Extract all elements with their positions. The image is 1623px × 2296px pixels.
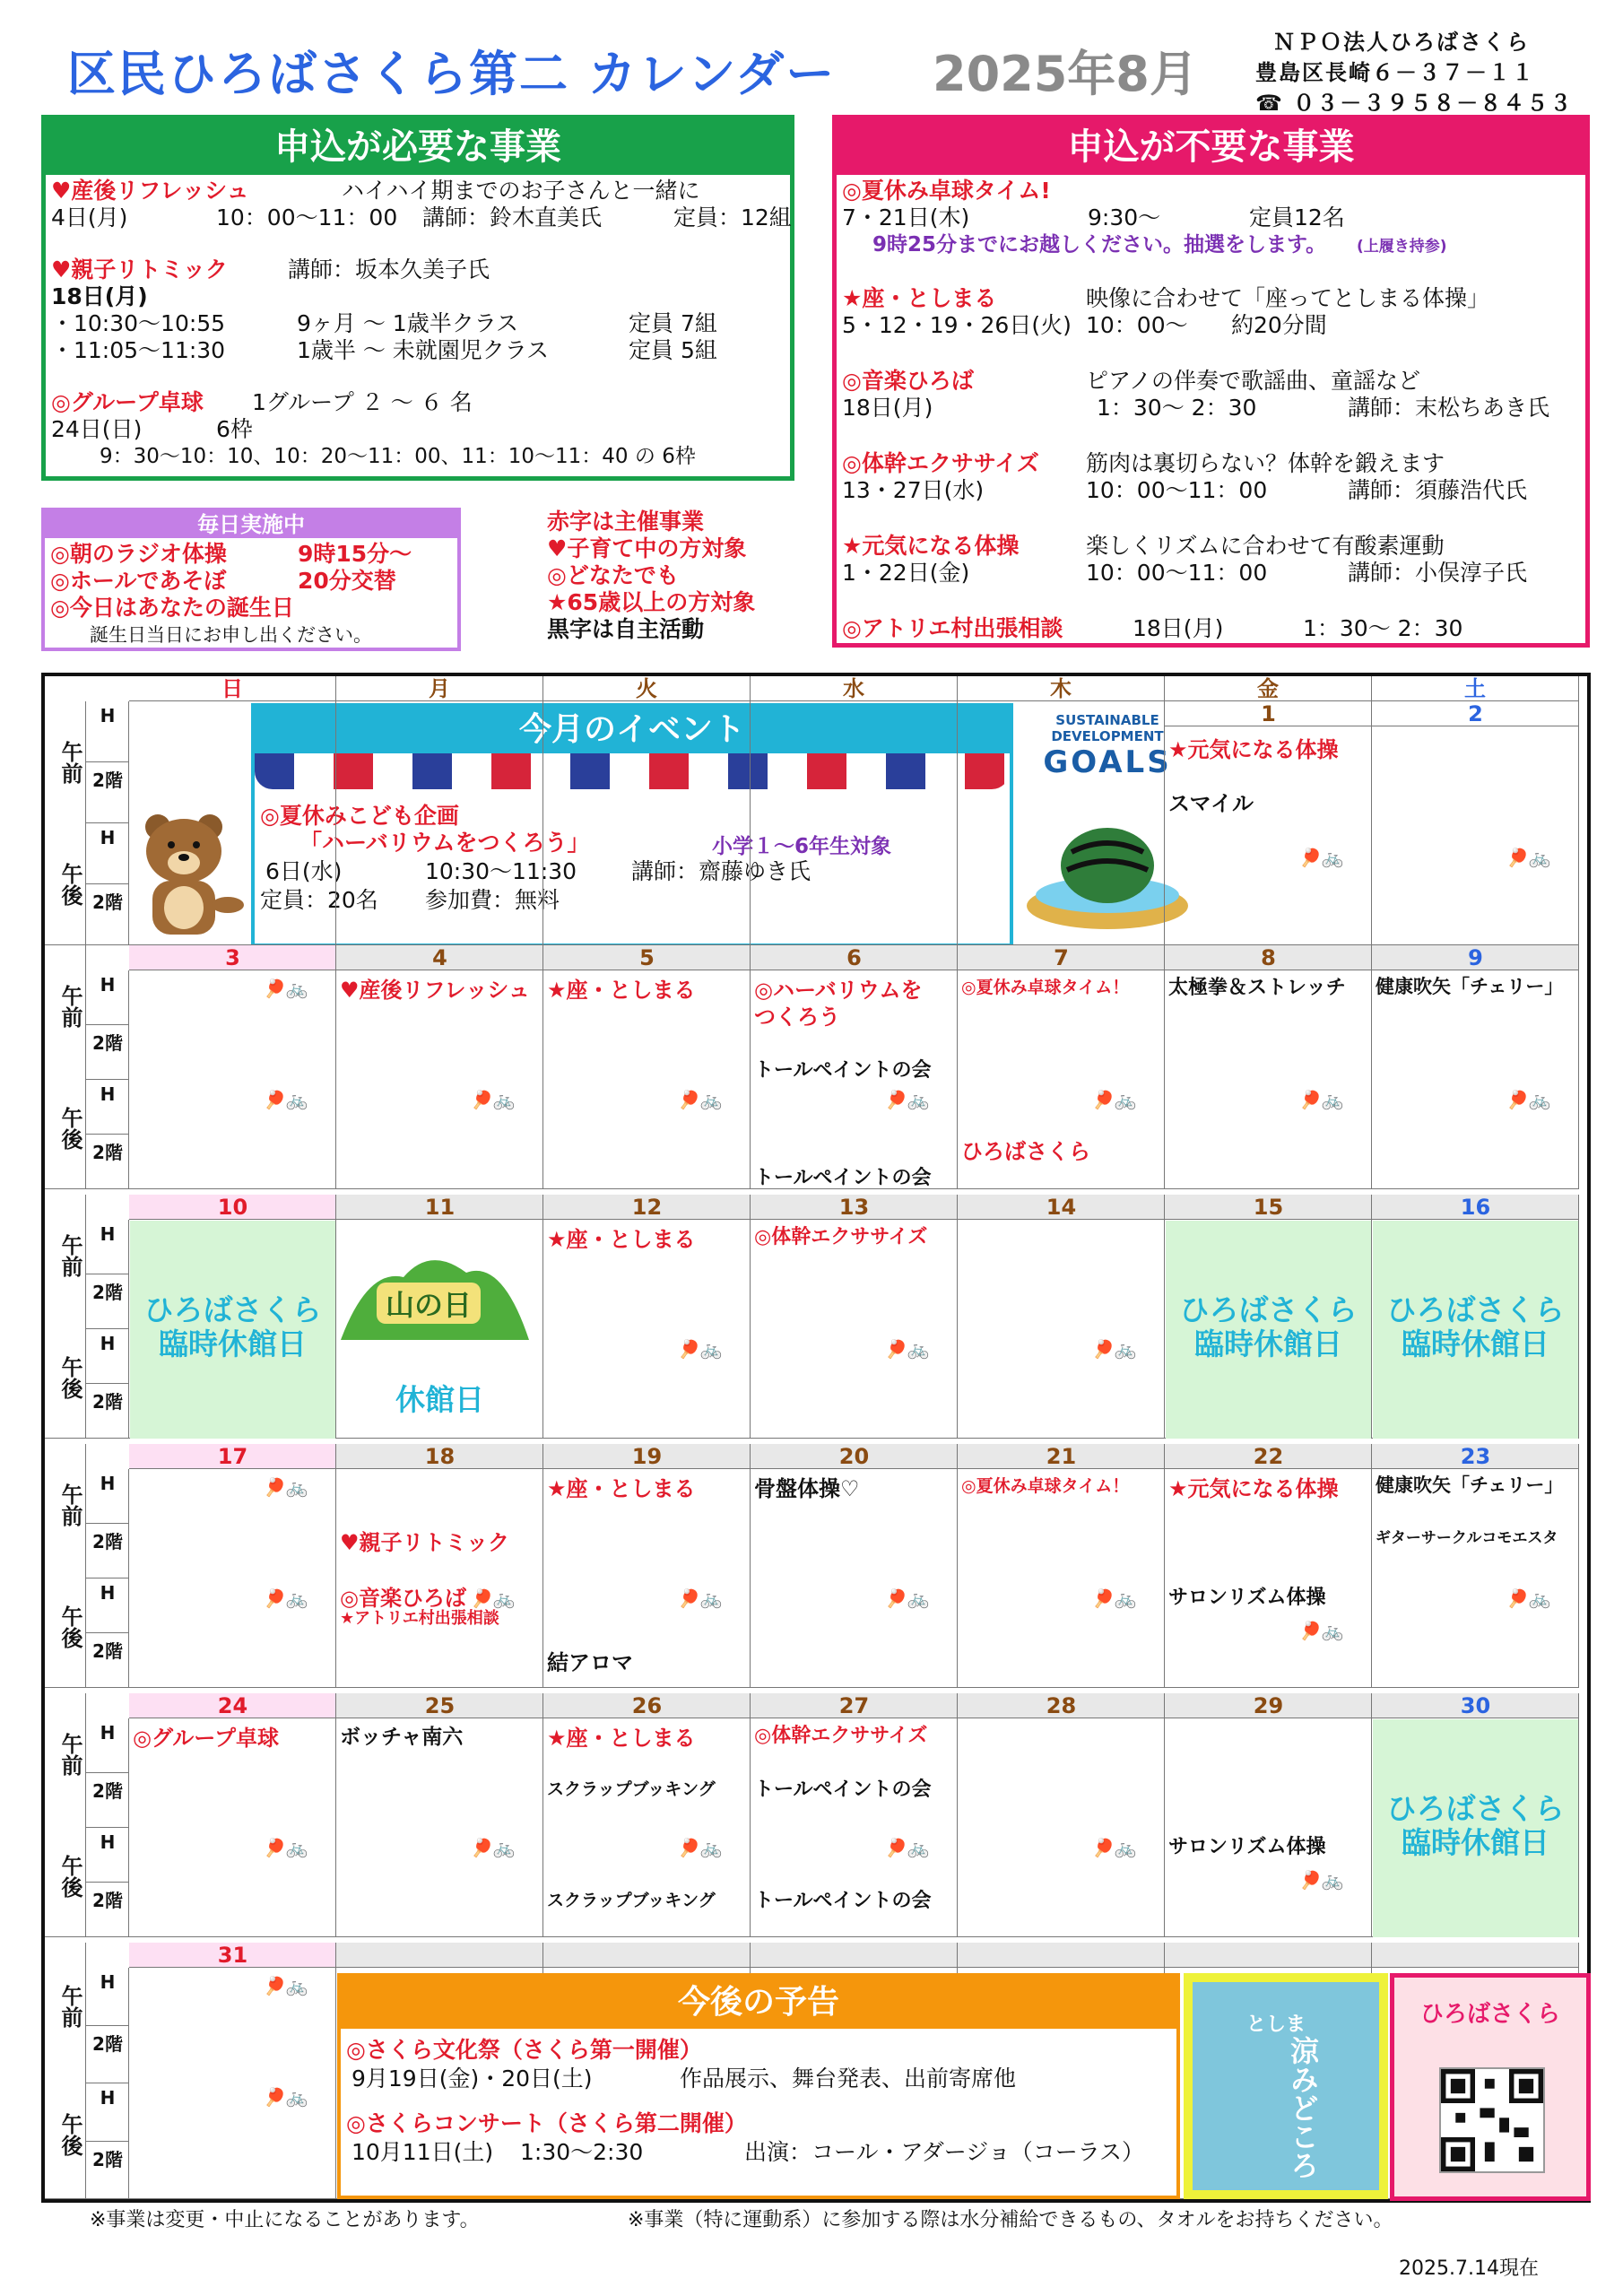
- event-fee: 参加費：無料: [425, 887, 560, 913]
- am-label: 午前: [57, 741, 82, 784]
- event-item: ◎音楽ひろば: [340, 1586, 466, 1611]
- program-teacher: 講師：坂本久美子氏: [288, 257, 490, 283]
- program-note: 映像に合わせて「座ってとしまる体操」: [1086, 285, 1490, 311]
- event-item: トールペイントの会: [754, 1779, 932, 1801]
- floor-label: 2階: [92, 1282, 123, 1303]
- pm-label: 午後: [57, 1107, 82, 1150]
- pingpong-bicycle-icon: 🏓🚲: [1299, 1089, 1344, 1110]
- day-cell[interactable]: [751, 1220, 958, 1439]
- date-number: 16: [1460, 1195, 1491, 1220]
- date-number: 10: [217, 1195, 248, 1220]
- floor-label: H: [100, 1831, 116, 1853]
- day-cell[interactable]: [336, 1718, 543, 1937]
- floor-label: H: [100, 1722, 116, 1744]
- event-item: ★元気になる体操: [1168, 1476, 1339, 1501]
- pingpong-bicycle-icon: 🏓🚲: [1506, 847, 1551, 868]
- event-item: ♥産後リフレッシュ: [340, 978, 530, 1003]
- org-phone: ☎ ０３－３９５８－８４５３: [1255, 91, 1574, 116]
- sdgs-text: GOALS: [1043, 744, 1172, 780]
- date-number: 31: [217, 1943, 248, 1968]
- closed-day-label: ひろばさくら: [1386, 1791, 1565, 1826]
- pingpong-bicycle-icon: 🏓🚲: [471, 1089, 516, 1110]
- footer-note: ※事業は変更・中止になることがあります。: [90, 2209, 480, 2231]
- event-item: ◎夏休み卓球タイム！: [961, 978, 1130, 997]
- day-cell[interactable]: [958, 701, 1165, 945]
- daily-activities-box: [41, 508, 461, 651]
- event-item: ◎夏休み卓球タイム！: [961, 1476, 1130, 1496]
- upcoming-item: ◎さくら文化祭（さくら第一開催）: [346, 2037, 702, 2063]
- floor-label: 2階: [92, 891, 123, 913]
- event-capacity: 定員：20名: [260, 887, 378, 913]
- event-item: ひろばさくら: [961, 1139, 1090, 1164]
- date-number: 28: [1046, 1693, 1077, 1718]
- legend-item: ♥子育て中の方対象: [547, 535, 747, 561]
- pingpong-bicycle-icon: 🏓🚲: [678, 1587, 723, 1609]
- event-item: トールペイントの会: [754, 1059, 932, 1082]
- day-cell[interactable]: [1372, 701, 1579, 945]
- event-item: 健康吹矢「チェリー」: [1376, 976, 1564, 997]
- day-cell[interactable]: [958, 1469, 1165, 1688]
- daily-note: 誕生日当日にお申し出ください。: [90, 624, 372, 646]
- calendar: [41, 673, 1591, 2203]
- pingpong-bicycle-icon: 🏓🚲: [264, 1975, 308, 1996]
- weekday-header: 水: [751, 676, 958, 701]
- date-header: [751, 1943, 958, 1968]
- date-header: [336, 1943, 543, 1968]
- event-item: スマイル: [1168, 791, 1254, 816]
- weekday-header: 火: [543, 676, 751, 701]
- day-cell[interactable]: [129, 701, 336, 945]
- daily-item: ◎ホールであそぼ: [50, 568, 227, 594]
- event-item: トールペイントの会: [754, 1167, 932, 1189]
- pm-label: 午後: [57, 1356, 82, 1399]
- date-number: 7: [1054, 945, 1069, 970]
- am-label: 午前: [57, 1985, 82, 2028]
- date-number: 30: [1460, 1693, 1491, 1718]
- am-label: 午前: [57, 1234, 82, 1277]
- date-number: 8: [1261, 945, 1276, 970]
- event-item: ★座・としまる: [547, 978, 696, 1003]
- cool-spot-poster: [1184, 1973, 1388, 2199]
- event-item: サロンリズム体操: [1168, 1587, 1326, 1609]
- event-line: 「ハーバリウムをつくろう」: [299, 830, 590, 856]
- date-number: 25: [424, 1693, 456, 1718]
- date-header: [543, 1943, 751, 1968]
- program-time: 10：00～11：00: [1086, 477, 1268, 503]
- date-header: [1372, 1943, 1579, 1968]
- program-teacher: 講師：鈴木直美氏: [422, 204, 603, 230]
- day-cell[interactable]: [1372, 1469, 1579, 1688]
- legend-item: ★65歳以上の方対象: [547, 589, 756, 615]
- floor-label: H: [100, 827, 116, 848]
- closed-day-label: 臨時休館日: [1402, 1326, 1549, 1361]
- pingpong-bicycle-icon: 🏓🚲: [678, 1837, 723, 1858]
- date-number: 17: [217, 1444, 248, 1469]
- weekday-header: 日: [129, 676, 336, 701]
- event-item: ◎ハーバリウムを: [754, 978, 923, 1003]
- weekday-header: 木: [958, 676, 1165, 701]
- day-cell[interactable]: [336, 701, 543, 945]
- floor-label: H: [100, 705, 116, 726]
- day-cell[interactable]: [129, 970, 336, 1189]
- program-date: 24日(日): [51, 416, 143, 442]
- event-date: 6日(水): [265, 858, 343, 884]
- event-target: 小学１～6年生対象: [712, 835, 892, 858]
- program-date: 18日(月): [1133, 615, 1224, 641]
- day-cell[interactable]: [336, 1469, 543, 1688]
- program-time: 10：00～11：00: [216, 204, 398, 230]
- event-item: トールペイントの会: [754, 1890, 932, 1912]
- day-cell[interactable]: [751, 701, 958, 945]
- pingpong-bicycle-icon: 🏓🚲: [1299, 1620, 1344, 1641]
- closed-day-label: ひろばさくら: [1179, 1292, 1358, 1327]
- pingpong-bicycle-icon: 🏓🚲: [264, 1837, 308, 1858]
- closed-day-label: 臨時休館日: [1402, 1825, 1549, 1860]
- pm-label: 午後: [57, 1605, 82, 1648]
- pingpong-bicycle-icon: 🏓🚲: [471, 1587, 516, 1609]
- event-time: 10:30～11:30: [425, 858, 577, 884]
- am-label: 午前: [57, 985, 82, 1028]
- pingpong-bicycle-icon: 🏓🚲: [1299, 1869, 1344, 1891]
- program-title: ★座・としまる: [842, 285, 997, 311]
- program-title: ♥親子リトミック: [51, 257, 228, 283]
- sdgs-text: SUSTAINABLE: [1055, 712, 1159, 728]
- daily-time: 9時15分～: [298, 541, 412, 567]
- hiroba-label: ひろばさくら: [1419, 2001, 1560, 2028]
- closed-day-label: 臨時休館日: [1194, 1326, 1342, 1361]
- program-title: ♥産後リフレッシュ: [51, 178, 249, 204]
- date-number: 23: [1460, 1444, 1491, 1469]
- program-time: 10：00～: [1086, 312, 1188, 338]
- program-time: 1：30～ 2：30: [1303, 615, 1463, 641]
- daily-item: ◎朝のラジオ体操: [50, 541, 227, 567]
- date-number: 3: [225, 945, 240, 970]
- day-cell[interactable]: [129, 1968, 336, 2199]
- hiroba-qr-box: [1390, 1973, 1591, 2201]
- org-info: [1255, 27, 1573, 118]
- program-title: ◎アトリエ村出張相談: [842, 615, 1063, 641]
- program-date: 18日(月): [842, 395, 933, 421]
- date-number: 12: [631, 1195, 663, 1220]
- event-title: 今月のイベント: [255, 707, 1010, 753]
- event-item: 太極拳＆ストレッチ: [1168, 977, 1346, 999]
- event-item: ◎体幹エクササイズ: [754, 1226, 928, 1248]
- program-note: 1グループ ２ ～ ６ 名: [252, 389, 473, 415]
- date-number: 19: [631, 1444, 663, 1469]
- program-capacity: 定員12名: [1249, 204, 1345, 230]
- date-number: 13: [838, 1195, 870, 1220]
- event-item: スクラップブッキング: [547, 1779, 716, 1799]
- date-number: 18: [424, 1444, 456, 1469]
- program-note: 筋肉は裏切らない？体幹を鍛えます: [1086, 450, 1445, 476]
- floor-label: H: [100, 974, 116, 996]
- program-class: 1歳半 ～ 未就園児クラス: [297, 337, 550, 363]
- floor-label: H: [100, 1473, 116, 1494]
- am-label: 午前: [57, 1733, 82, 1776]
- program-date: 1・22日(金): [842, 560, 970, 586]
- daily-item: ◎今日はあなたの誕生日: [50, 595, 294, 621]
- upcoming-time: 1:30～2:30: [520, 2139, 644, 2165]
- floor-label: 2階: [92, 2032, 123, 2055]
- program-capacity: 定員：12組: [673, 204, 792, 230]
- day-cell[interactable]: [129, 1469, 336, 1688]
- floor-label: H: [100, 1223, 116, 1245]
- program-teacher: 講師：須藤浩代氏: [1348, 477, 1528, 503]
- floor-label: 2階: [92, 1531, 123, 1552]
- program-note: ハイハイ期までのお子さんと一緒に: [342, 178, 700, 204]
- program-note: 9時25分までにお越しください。抽選をします。: [872, 233, 1327, 257]
- pingpong-bicycle-icon: 🏓🚲: [678, 1089, 723, 1110]
- month-label: 2025年8月: [933, 46, 1198, 102]
- pingpong-bicycle-icon: 🏓🚲: [885, 1089, 930, 1110]
- weekday-header: 土: [1372, 676, 1579, 701]
- program-class: 9ヶ月 ～ 1歳半クラス: [297, 310, 518, 336]
- program-date: 4日(月): [51, 204, 128, 230]
- legend-item: ◎どなたでも: [547, 562, 679, 588]
- program-date: 5・12・19・26日(火): [842, 312, 1072, 338]
- date-number: 24: [217, 1693, 248, 1718]
- legend-item: 赤字は主催事業: [547, 509, 705, 535]
- no-registration-panel: [832, 115, 1590, 648]
- closed-day-label: ひろばさくら: [143, 1292, 322, 1327]
- holiday-name: 山の日: [377, 1283, 481, 1324]
- upcoming-notice-box: [337, 1973, 1180, 2199]
- pingpong-bicycle-icon: 🏓🚲: [1506, 1587, 1551, 1609]
- floor-label: H: [100, 2087, 116, 2109]
- pm-label: 午後: [57, 2113, 82, 2156]
- program-date: 18日(月): [51, 283, 148, 309]
- closed-day-label: ひろばさくら: [1386, 1292, 1565, 1327]
- floor-label: 2階: [92, 1032, 123, 1054]
- date-number: 9: [1468, 945, 1483, 970]
- pingpong-bicycle-icon: 🏓🚲: [1092, 1089, 1137, 1110]
- program-slots: 6枠: [216, 416, 253, 442]
- program-teacher: 講師：末松ちあき氏: [1348, 395, 1550, 421]
- upcoming-item: ◎さくらコンサート（さくら第二開催）: [346, 2110, 747, 2136]
- program-date: 13・27日(水): [842, 477, 985, 503]
- pingpong-bicycle-icon: 🏓🚲: [264, 1089, 308, 1110]
- date-number: 5: [639, 945, 655, 970]
- event-item: ★座・としまる: [547, 1476, 696, 1501]
- date-number: 20: [838, 1444, 870, 1469]
- event-item: 骨盤体操♡: [754, 1476, 860, 1501]
- pingpong-bicycle-icon: 🏓🚲: [885, 1837, 930, 1858]
- org-name: ＮＰＯ法人ひろばさくら: [1273, 30, 1530, 55]
- program-title: ◎夏休み卓球タイム!: [842, 178, 1051, 204]
- floor-label: H: [100, 1971, 116, 1993]
- pingpong-bicycle-icon: 🏓🚲: [471, 1837, 516, 1858]
- daily-time: 20分交替: [298, 568, 396, 594]
- program-date: 7・21日(木): [842, 204, 970, 230]
- event-item: 健康吹矢「チェリー」: [1376, 1474, 1564, 1496]
- event-item: ギターサークルコモエスタ: [1376, 1529, 1558, 1547]
- pingpong-bicycle-icon: 🏓🚲: [1092, 1338, 1137, 1360]
- holiday-closed-label: 休館日: [395, 1382, 484, 1417]
- program-title: ◎音楽ひろば: [842, 368, 974, 394]
- legend-item: 黒字は自主活動: [547, 616, 705, 642]
- qr-code-icon[interactable]: [1439, 2067, 1545, 2173]
- upcoming-title: 今後の予告: [341, 1977, 1176, 2029]
- program-note: 楽しくリズムに合わせて有酸素運動: [1086, 533, 1445, 559]
- pingpong-bicycle-icon: 🏓🚲: [1506, 1089, 1551, 1110]
- upcoming-note: 作品展示、舞台発表、出前寄席他: [680, 2066, 1017, 2092]
- pingpong-bicycle-icon: 🏓🚲: [264, 978, 308, 999]
- day-cell[interactable]: [1165, 1718, 1372, 1937]
- floor-label: 2階: [92, 1780, 123, 1802]
- sdgs-text: DEVELOPMENT: [1051, 728, 1164, 744]
- day-cell[interactable]: [1165, 970, 1372, 1189]
- weekday-header: 月: [336, 676, 543, 701]
- pm-label: 午後: [57, 863, 82, 906]
- date-number: 26: [631, 1693, 663, 1718]
- day-cell[interactable]: [958, 1220, 1165, 1439]
- pingpong-bicycle-icon: 🏓🚲: [1299, 847, 1344, 868]
- poster-text: 涼みどころ: [1286, 2036, 1320, 2179]
- program-time: ・11:05～11:30: [51, 337, 226, 363]
- closed-day-label: 臨時休館日: [159, 1326, 307, 1361]
- upcoming-note: 出演：コール・アダージョ（コーラス）: [744, 2139, 1145, 2165]
- panel-title: 申込が不要な事業: [837, 119, 1585, 175]
- footer-note: ※事業（特に運動系）に参加する際は水分補給できるもの、タオルをお持ちください。: [628, 2209, 1393, 2231]
- date-number: 14: [1046, 1195, 1077, 1220]
- pingpong-bicycle-icon: 🏓🚲: [264, 2086, 308, 2108]
- pingpong-bicycle-icon: 🏓🚲: [1092, 1837, 1137, 1858]
- date-number: 6: [846, 945, 862, 970]
- event-item: ★アトリエ村出張相談: [340, 1609, 499, 1628]
- event-item: サロンリズム体操: [1168, 1836, 1326, 1858]
- program-note: (上履き持参): [1357, 238, 1447, 256]
- event-item: ◎体幹エクササイズ: [754, 1725, 928, 1747]
- date-number: 29: [1253, 1693, 1284, 1718]
- footer-date: 2025.7.14現在: [1399, 2257, 1539, 2280]
- weekday-header: 金: [1165, 676, 1372, 701]
- floor-label: 2階: [92, 1640, 123, 1662]
- date-header: [1165, 1943, 1372, 1968]
- program-teacher: 講師：小俣淳子氏: [1348, 560, 1528, 586]
- registration-required-panel: [41, 115, 794, 481]
- floor-label: 2階: [92, 1890, 123, 1911]
- event-item: ★座・としまる: [547, 1227, 696, 1252]
- floor-label: 2階: [92, 2148, 123, 2170]
- event-item: 結アロマ: [547, 1650, 633, 1675]
- date-number: 2: [1468, 701, 1483, 726]
- program-time: 1：30～ 2：30: [1097, 395, 1257, 421]
- event-item: ★座・としまる: [547, 1726, 696, 1751]
- date-number: 15: [1253, 1195, 1284, 1220]
- event-item: つくろう: [754, 1004, 840, 1030]
- program-time: ・10:30～10:55: [51, 310, 226, 336]
- program-capacity: 定員 5組: [629, 337, 717, 363]
- pingpong-bicycle-icon: 🏓🚲: [885, 1587, 930, 1609]
- program-note: ピアノの伴奏で歌謡曲、童謡など: [1086, 368, 1421, 394]
- program-duration: 約20分間: [1231, 312, 1327, 338]
- org-address: 豊島区長崎６－３７－１１: [1255, 60, 1535, 85]
- panel-title: 申込が必要な事業: [46, 119, 790, 175]
- pingpong-bicycle-icon: 🏓🚲: [885, 1338, 930, 1360]
- event-item: スクラップブッキング: [547, 1891, 716, 1910]
- program-time: 10：00～11：00: [1086, 560, 1268, 586]
- date-number: 21: [1046, 1444, 1077, 1469]
- date-number: 1: [1261, 701, 1276, 726]
- event-line: ◎夏休みこども企画: [260, 803, 459, 829]
- pingpong-bicycle-icon: 🏓🚲: [264, 1476, 308, 1498]
- event-teacher: 講師：齋藤ゆき氏: [631, 858, 812, 884]
- program-title: ◎体幹エクササイズ: [842, 450, 1039, 476]
- day-cell[interactable]: [543, 701, 751, 945]
- event-item: ★元気になる体操: [1168, 737, 1339, 762]
- program-time: 9:30～: [1088, 204, 1161, 230]
- program-title: ◎グループ卓球: [51, 389, 204, 415]
- pingpong-bicycle-icon: 🏓🚲: [678, 1338, 723, 1360]
- floor-label: 2階: [92, 770, 123, 791]
- day-cell[interactable]: [1372, 970, 1579, 1189]
- pm-label: 午後: [57, 1855, 82, 1898]
- event-item: ボッチャ南六: [340, 1726, 464, 1749]
- event-item: ♥親子リトミック: [340, 1530, 510, 1555]
- daily-title: 毎日実施中: [45, 511, 457, 538]
- pingpong-bicycle-icon: 🏓🚲: [1092, 1587, 1137, 1609]
- program-title: ★元気になる体操: [842, 533, 1020, 559]
- floor-label: H: [100, 1333, 116, 1354]
- day-cell[interactable]: [958, 1718, 1165, 1937]
- upcoming-date: 10月11日(土): [352, 2139, 494, 2165]
- floor-label: 2階: [92, 1142, 123, 1163]
- floor-label: H: [100, 1083, 116, 1105]
- page-title: 区民ひろばさくら第二 カレンダー: [67, 46, 837, 102]
- program-capacity: 定員 7組: [629, 310, 717, 336]
- floor-label: 2階: [92, 1391, 123, 1413]
- poster-text: としま: [1246, 2013, 1306, 2036]
- date-number: 22: [1253, 1444, 1284, 1469]
- program-time: 9：30～10：10、10：20～11：00、11：10～11：40 の 6枠: [100, 445, 696, 468]
- pingpong-bicycle-icon: 🏓🚲: [264, 1587, 308, 1609]
- date-number: 27: [838, 1693, 870, 1718]
- upcoming-date: 9月19日(金)・20日(土): [352, 2066, 593, 2092]
- floor-label: H: [100, 1582, 116, 1604]
- am-label: 午前: [57, 1483, 82, 1526]
- date-number: 4: [432, 945, 447, 970]
- date-number: 11: [424, 1195, 456, 1220]
- date-header: [958, 1943, 1165, 1968]
- event-item: ◎グループ卓球: [133, 1726, 280, 1751]
